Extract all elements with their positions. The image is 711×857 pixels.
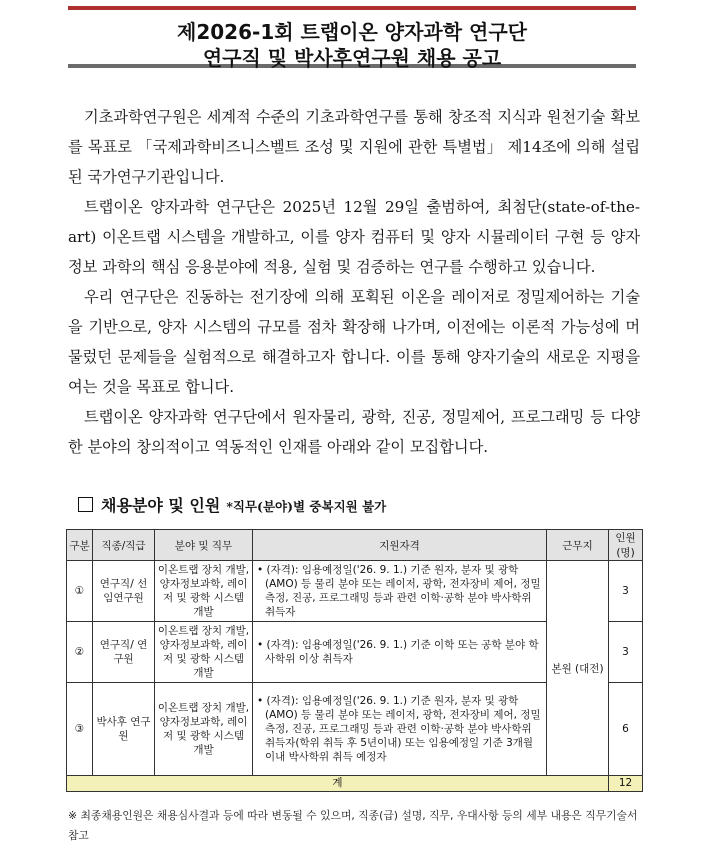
row-field: 이온트랩 장치 개발, 양자정보과학, 레이저 및 광학 시스템 개발 bbox=[155, 683, 253, 776]
row-qualification bbox=[253, 683, 547, 776]
row-count: 3 bbox=[609, 561, 643, 622]
row-position: 연구직/ 선임연구원 bbox=[93, 561, 155, 622]
total-label: 계 bbox=[67, 776, 609, 792]
table-header-row bbox=[67, 530, 643, 561]
row-field: 이온트랩 장치 개발, 양자정보과학, 레이저 및 광학 시스템 개발 bbox=[155, 622, 253, 683]
section-heading bbox=[78, 493, 386, 516]
header-field: 분야 및 직무 bbox=[155, 530, 253, 561]
title-banner bbox=[68, 6, 636, 68]
row-no: ③ bbox=[67, 683, 93, 776]
recruitment-table bbox=[66, 529, 643, 792]
row-count: 6 bbox=[609, 683, 643, 776]
intro-paragraph-1: 기초과학연구원은 세계적 수준의 기초과학연구를 통해 창조적 지식과 원천기술 확보를 목표로 「국제과학비즈니스벨트 조성 및 지원에 관한 특별법」 제14조에 의해 설립된 국가연구기관입니다. bbox=[68, 108, 640, 186]
header-location: 근무지 bbox=[547, 530, 609, 561]
footnote: ※ 최종채용인원은 채용심사결과 등에 따라 변동될 수 있으며, 직종(급) 설명, 직무, 우대사항 등의 세부 내용은 직무기술서 참고 bbox=[68, 809, 638, 842]
row-position: 연구직/ 연구원 bbox=[93, 622, 155, 683]
row-location: 본원 (대전) bbox=[547, 561, 609, 776]
intro-text bbox=[68, 102, 640, 462]
header-no: 구분 bbox=[67, 530, 93, 561]
section-note: *직무(분야)별 중복지원 불가 bbox=[226, 499, 387, 514]
row-no: ① bbox=[67, 561, 93, 622]
header-qualification: 지원자격 bbox=[253, 530, 547, 561]
qualification-text: • (자격): 임용예정일('26. 9. 1.) 기준 원자, 분자 및 광학(AMO) 등 물리 분야 또는 레이저, 광학, 전자장비 제어, 정밀 측정, 진공, 프로그래밍 등과 관련 이학·공학 분야 박사학위 취득자(학위 취득 후 5년이내) 또는 임용예정일 기준 3개월 이내 박사학위 취득 예정자 bbox=[257, 695, 541, 763]
row-field: 이온트랩 장치 개발, 양자정보과학, 레이저 및 광학 시스템 개발 bbox=[155, 561, 253, 622]
total-count: 12 bbox=[609, 776, 643, 792]
intro-paragraph-2: 트랩이온 양자과학 연구단은 2025년 12월 29일 출범하여, 최첨단(state-of-the-art) 이온트랩 시스템을 개발하고, 이를 양자 컴퓨터 및 양자 시뮬레이터 구현 등 양자정보 과학의 핵심 응용분야에 적용, 실험 및 검증하는 연구를 수행하고 있습니다. bbox=[68, 198, 640, 276]
table-total-row bbox=[67, 776, 643, 792]
notice-subtitle: 연구직 및 박사후연구원 채용 공고 bbox=[202, 46, 502, 70]
row-no: ② bbox=[67, 622, 93, 683]
header-position: 직종/직급 bbox=[93, 530, 155, 561]
header-count: 인원(명) bbox=[609, 530, 643, 561]
qualification-text: • (자격): 임용예정일('26. 9. 1.) 기준 원자, 분자 및 광학(AMO) 등 물리 분야 또는 레이저, 광학, 전자장비 제어, 정밀 측정, 진공, 프로그래밍 등과 관련 이학·공학 분야 박사학위 취득자 bbox=[257, 564, 541, 618]
table-row bbox=[67, 561, 643, 622]
qualification-text: • (자격): 임용예정일('26. 9. 1.) 기준 이학 또는 공학 분야 학사학위 이상 취득자 bbox=[257, 639, 539, 665]
row-count: 3 bbox=[609, 622, 643, 683]
row-position: 박사후 연구원 bbox=[93, 683, 155, 776]
intro-paragraph-3: 우리 연구단은 진동하는 전기장에 의해 포획된 이온을 레이저로 정밀제어하는 기술을 기반으로, 양자 시스템의 규모를 점차 확장해 나가며, 이전에는 이론적 가능성에 머물렀던 문제들을 실험적으로 해결하고자 합니다. 이를 통해 양자기술의 새로운 지평을 여는 것을 목표로 합니다. bbox=[68, 288, 640, 396]
row-qualification bbox=[253, 561, 547, 622]
checkbox-square-icon bbox=[78, 497, 93, 512]
section-title: 채용분야 및 인원 bbox=[101, 496, 221, 515]
intro-paragraph-4: 트랩이온 양자과학 연구단에서 원자물리, 광학, 진공, 정밀제어, 프로그래밍 등 다양한 분야의 창의적이고 역동적인 인재를 아래와 같이 모집합니다. bbox=[68, 408, 640, 456]
row-qualification bbox=[253, 622, 547, 683]
notice-title: 제2026-1회 트랩이온 양자과학 연구단 bbox=[177, 20, 527, 44]
